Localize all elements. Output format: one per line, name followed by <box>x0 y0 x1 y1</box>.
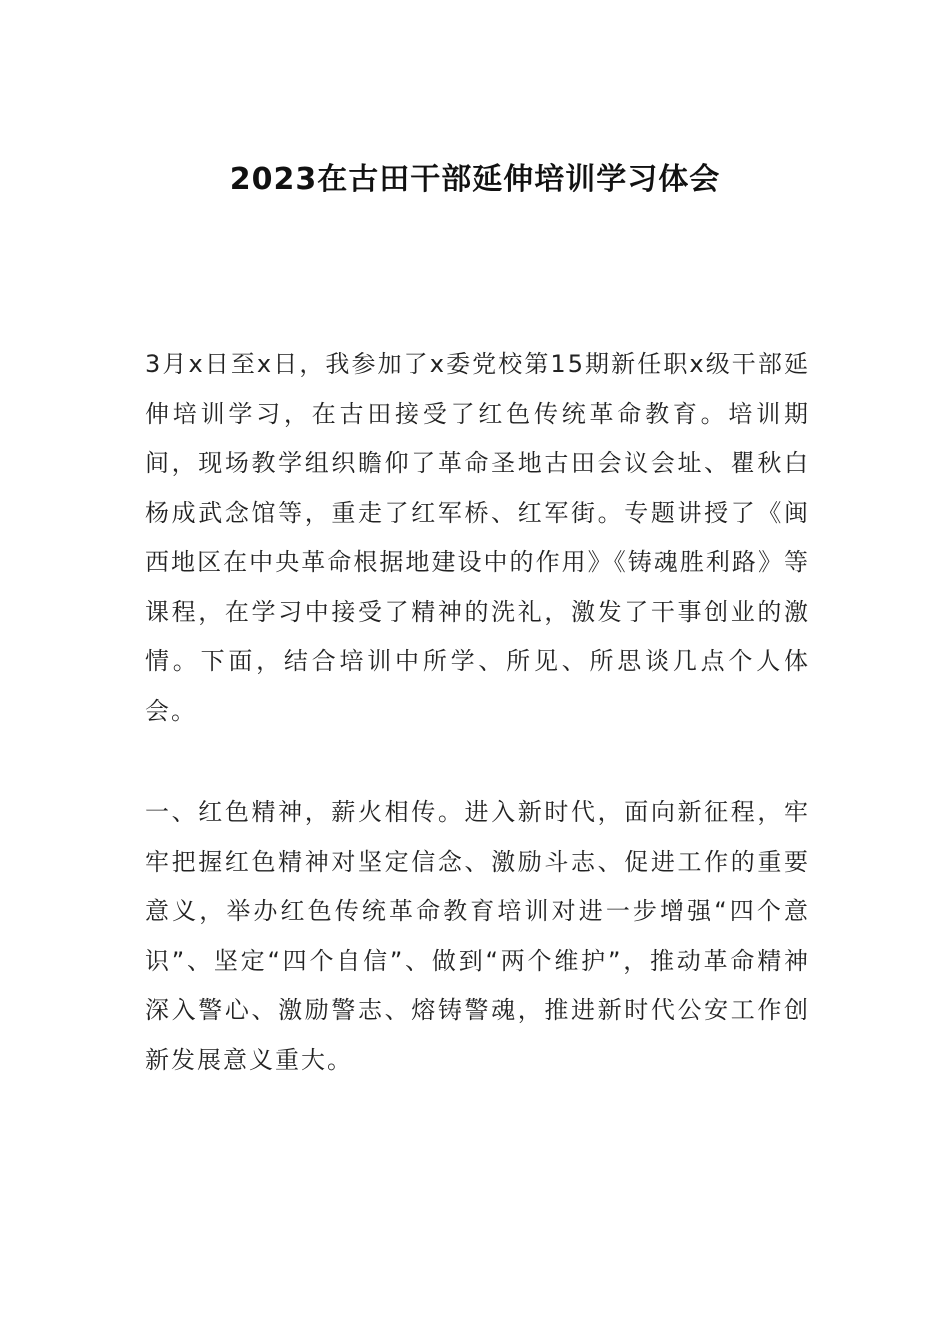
document-title: 2023在古田干部延伸培训学习体会 <box>229 162 721 197</box>
paragraph-intro: 3月x日至x日，我参加了x委党校第15期新任职x级干部延伸培训学习，在古田接受了红色传统革命教育。培训期间，现场教学组织瞻仰了革命圣地古田会议会址、瞿秋白杨成武念馆等，重走了红军桥、红军街。专题讲授了《闽西地区在中央革命根据地建设中的作用》《铸魂胜利路》等课程，在学习中接受了精神的洗礼，激发了干事创业的激情。下面，结合培训中所学、所见、所思谈几点个人体会。 <box>145 350 810 725</box>
paragraph-section-one: 一、红色精神，薪火相传。进入新时代，面向新征程，牢牢把握红色精神对坚定信念、激励斗志、促进工作的重要意义，举办红色传统革命教育培训对进一步增强“四个意识”、坚定“四个自信”、做到“两个维护”，推动革命精神深入警心、激励警志、熔铸警魂，推进新时代公安工作创新发展意义重大。 <box>145 798 810 1074</box>
